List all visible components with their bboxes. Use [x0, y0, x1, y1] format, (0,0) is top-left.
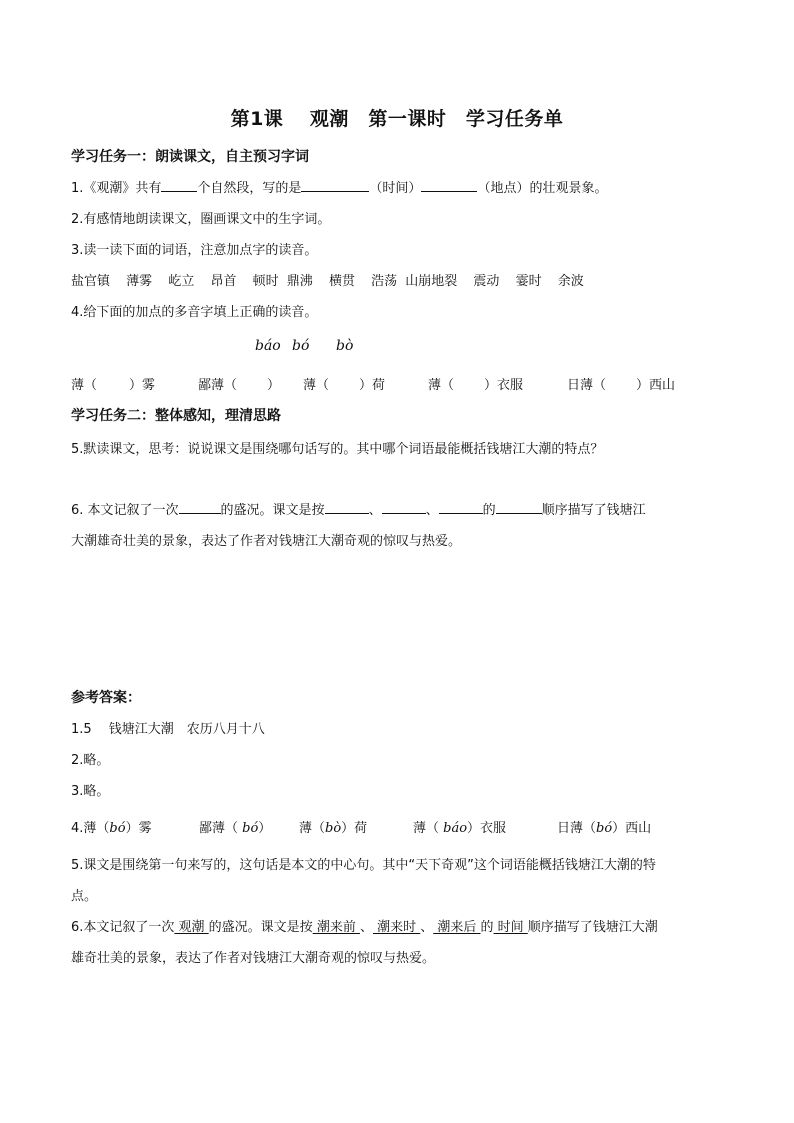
q1-blank-3 [421, 179, 477, 192]
fill-text: ）西山 [636, 378, 676, 393]
answers-heading: 参考答案： [71, 690, 141, 706]
question-5: 5.默读课文，思考：说说课文是围绕哪句话写的。其中哪个词语最能概括钱塘江大潮的特点？ [71, 442, 604, 457]
fill-item-2 [198, 374, 280, 393]
answer-2: 2.略。 [71, 753, 110, 768]
fill-item-3 [303, 374, 385, 393]
ans-text: 薄（ [299, 821, 326, 836]
ans-pinyin: bó [109, 821, 126, 836]
fill-text: 鄙薄（ [198, 378, 238, 393]
q6-text: 、 [425, 503, 439, 518]
ans-text: ）荷 [341, 821, 368, 836]
fill-text: ） [267, 378, 281, 393]
answer-6-line-2: 雄奇壮美的景象，表达了作者对钱塘江大潮奇观的惊叹与热爱。 [71, 951, 436, 966]
fill-item-1 [71, 374, 155, 393]
fill-text: ）荷 [359, 378, 386, 393]
word: 屹立 [168, 274, 195, 289]
pinyin-1: báo [255, 338, 281, 354]
fill-text: ）雾 [129, 378, 156, 393]
ans-text: 4.薄（ [71, 821, 110, 836]
answer-4-item-2 [199, 817, 271, 836]
answer-5: 5.课文是围绕第一句来写的，这句话是本文的中心句。其中“天下奇观”这个词语能概括钱塘江大潮的特 [71, 858, 656, 873]
ans6-text: 、 [359, 920, 373, 935]
answer-4-item-3 [299, 817, 367, 836]
q1-text-a: 1.《观潮》共有 [71, 181, 162, 196]
ans-text: ）雾 [125, 821, 152, 836]
question-2: 2.有感情地朗读课文，圈画课文中的生字词。 [71, 212, 331, 227]
ans6-text: 顺序描写了钱塘江大潮 [527, 920, 658, 935]
q6-text: 6. 本文记叙了一次 [71, 503, 179, 518]
pinyin-2: bó [292, 338, 310, 354]
answer-5-line-2: 点。 [71, 889, 98, 904]
q6-blank-4 [439, 501, 483, 514]
ans-text: 薄（ [413, 821, 444, 836]
ans-text: ） [258, 821, 272, 836]
word: 山崩地裂 [405, 274, 458, 289]
ans-text: ）衣服 [467, 821, 507, 836]
answer-4-item-5 [557, 817, 651, 836]
pinyin-3: bò [336, 338, 354, 354]
q1-text-c: （时间） [369, 181, 422, 196]
fill-text: 薄（ [71, 378, 98, 393]
q6-text: 的盛况。课文是按 [220, 503, 325, 518]
ans6-underlined: 潮来时 [372, 920, 421, 935]
ans6-text: 的盛况。课文是按 [208, 920, 313, 935]
question-3: 3.读一读下面的词语，注意加点字的读音。 [71, 243, 318, 258]
ans-pinyin: bó [596, 821, 613, 836]
fill-text: 薄（ [303, 378, 330, 393]
q6-blank-3 [382, 501, 426, 514]
fill-item-4 [428, 374, 523, 393]
ans6-underlined: 观潮 [174, 920, 209, 935]
answer-4-item-1 [71, 817, 152, 836]
ans-pinyin: bó [242, 821, 259, 836]
page-title: 第1课 观潮 第一课时 学习任务单 [230, 108, 564, 130]
q1-text-d: （地点）的壮观景象。 [477, 181, 608, 196]
question-6 [71, 499, 646, 518]
answer-4-item-4 [413, 817, 506, 836]
ans6-underlined: 潮来前 [312, 920, 360, 935]
q1-blank-1 [161, 179, 197, 192]
word: 盐官镇 [71, 274, 111, 289]
answer-6 [71, 916, 658, 935]
q6-text: 、 [368, 503, 382, 518]
fill-text: ）衣服 [484, 378, 524, 393]
task2-heading: 学习任务二：整体感知，理清思路 [71, 408, 281, 424]
word: 鼎沸 [286, 274, 313, 289]
q6-text: 顺序描写了钱塘江 [541, 503, 646, 518]
ans-text: 日薄（ [557, 821, 597, 836]
q1-blank-2 [301, 179, 369, 192]
ans-text: 鄙薄（ [199, 821, 243, 836]
word: 浩荡 [371, 274, 398, 289]
word: 震动 [473, 274, 500, 289]
question-4: 4.给下面的加点的多音字填上正确的读音。 [71, 305, 318, 320]
word: 余波 [557, 274, 584, 289]
word: 霎时 [515, 274, 542, 289]
word: 昂首 [210, 274, 237, 289]
ans6-text: 、 [420, 920, 434, 935]
fill-text: 日薄（ [567, 378, 607, 393]
answer-1: 1.5 钱塘江大潮 农历八月十八 [71, 722, 265, 737]
q6-text: 的 [482, 503, 496, 518]
q6-blank-2 [325, 501, 369, 514]
question-1 [71, 177, 607, 196]
ans-pinyin: bò [325, 821, 342, 836]
task1-heading: 学习任务一：朗读课文，自主预习字词 [71, 149, 309, 165]
ans6-text: 的 [480, 920, 494, 935]
q1-text-b: 个自然段，写的是 [197, 181, 302, 196]
word: 横贯 [328, 274, 355, 289]
q6-blank-1 [179, 501, 221, 514]
word: 薄雾 [126, 274, 153, 289]
fill-item-5 [567, 374, 675, 393]
ans6-underlined: 时间 [493, 920, 528, 935]
ans6-underlined: 潮来后 [433, 920, 481, 935]
q6-blank-5 [496, 501, 542, 514]
question-6-line-2: 大潮雄奇壮美的景象，表达了作者对钱塘江大潮奇观的惊叹与热爱。 [71, 534, 462, 549]
ans-text: ）西山 [612, 821, 652, 836]
word-list [71, 270, 584, 289]
ans6-text: 6.本文记叙了一次 [71, 920, 175, 935]
ans-pinyin: báo [443, 821, 468, 836]
answer-3: 3.略。 [71, 784, 110, 799]
word: 顿时 [252, 274, 279, 289]
fill-text: 薄（ [428, 378, 455, 393]
